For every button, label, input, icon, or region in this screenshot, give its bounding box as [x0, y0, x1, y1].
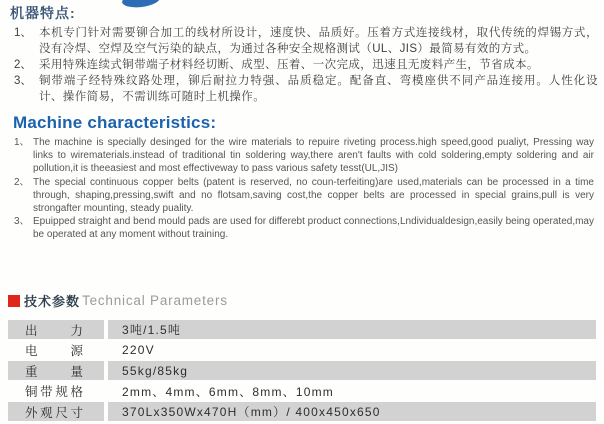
- param-label-cell: [8, 382, 104, 401]
- item-text: 采用特殊连续式铜带端子材料经切断、成型、压着、一次完成，迅速且无废料产生，节省成本。: [39, 59, 539, 71]
- item-number: 3、: [14, 75, 32, 87]
- item-text: The special continuous copper belts (patent is reserved, no coun-terfeiting)are used,materials can be processed in a time through, shaping,pressing,swift and no flotsam,saving cost,the copper belts are processed in special grains,pull is very strongafter mounting, steady puality.: [33, 176, 594, 215]
- param-value-cell: 220V: [122, 343, 155, 357]
- item-number: 2、: [14, 176, 30, 188]
- item-number: 3、: [14, 216, 30, 228]
- param-label: 外观尺寸: [25, 405, 83, 420]
- en-feature-item: [14, 215, 594, 241]
- cn-feature-item: [14, 57, 598, 73]
- item-number: 1、: [14, 137, 30, 148]
- table-row: [8, 382, 596, 401]
- param-label: 重量: [25, 364, 83, 379]
- param-value-cell: 2mm、4mm、6mm、8mm、10mm: [122, 384, 335, 399]
- technical-parameters-title-en: Technical Parameters: [82, 293, 228, 308]
- param-label: 电源: [25, 344, 83, 358]
- machine-characteristics-title-en: Machine characteristics:: [13, 113, 217, 132]
- param-label-cell: [8, 402, 104, 421]
- red-square-bullet-icon: [8, 295, 20, 307]
- item-text: The machine is specially desinged for the wire materials to repuire riveting process.high speed,good pualiyt, Pressing way links to wirematerials.instead of traditional tin soldering way,there aren't faults with cold soldering,empty soldering and air pollution,it is theeasiest and most effectiveway to pass various safety tesst(UL,JIS): [33, 137, 594, 175]
- param-label: 铜带规格: [25, 385, 83, 399]
- item-text: Epuipped straight and bend mould pads are used for differebt product connections,Lndividualdesign,easily being operated,may be operated at any moment without training.: [33, 216, 594, 241]
- param-label: 出力: [25, 323, 83, 338]
- machine-characteristics-list-en: [14, 136, 594, 242]
- technical-parameters-title-cn: 技术参数: [24, 294, 81, 309]
- cn-feature-item: [14, 25, 598, 57]
- en-feature-item: [14, 136, 594, 176]
- cn-feature-item: [14, 73, 598, 105]
- machine-features-list-cn: [14, 25, 598, 105]
- table-row: [8, 320, 596, 339]
- param-value-cell: 55kg/85kg: [108, 361, 596, 380]
- param-value-cell: 3吨/1.5吨: [108, 320, 596, 339]
- param-label-cell: [8, 320, 104, 339]
- machine-features-title-cn: 机器特点:: [10, 5, 76, 21]
- technical-parameters-table: [8, 320, 596, 423]
- item-text: 本机专门针对需要铆合加工的线材所设计，速度快、品质好。压着方式连接线材，取代传统的焊锡方式，没有冷焊、空焊及空气污染的缺点，为通过各种安全规格测试（UL、JIS）最简易有效的方式。: [39, 27, 598, 55]
- table-row: [8, 341, 596, 360]
- logo-swoosh-fragment: [121, 0, 160, 9]
- table-row: [8, 402, 596, 421]
- param-value-cell: 370Lx350Wx470H（mm）/ 400x450x650: [108, 402, 596, 421]
- en-feature-item: [14, 176, 594, 216]
- technical-parameters-header: [8, 291, 228, 310]
- table-row: [8, 361, 596, 380]
- param-label-cell: [8, 361, 104, 380]
- item-text: 铜带端子经特殊纹路处理，铆后耐拉力特强、品质稳定。配备直、弯模座供不同产品连接用。人性化设计、操作简易，不需训练可随时上机操作。: [39, 75, 598, 103]
- param-label-cell: [8, 341, 104, 360]
- item-number: 2、: [14, 59, 32, 71]
- item-number: 1、: [14, 27, 32, 39]
